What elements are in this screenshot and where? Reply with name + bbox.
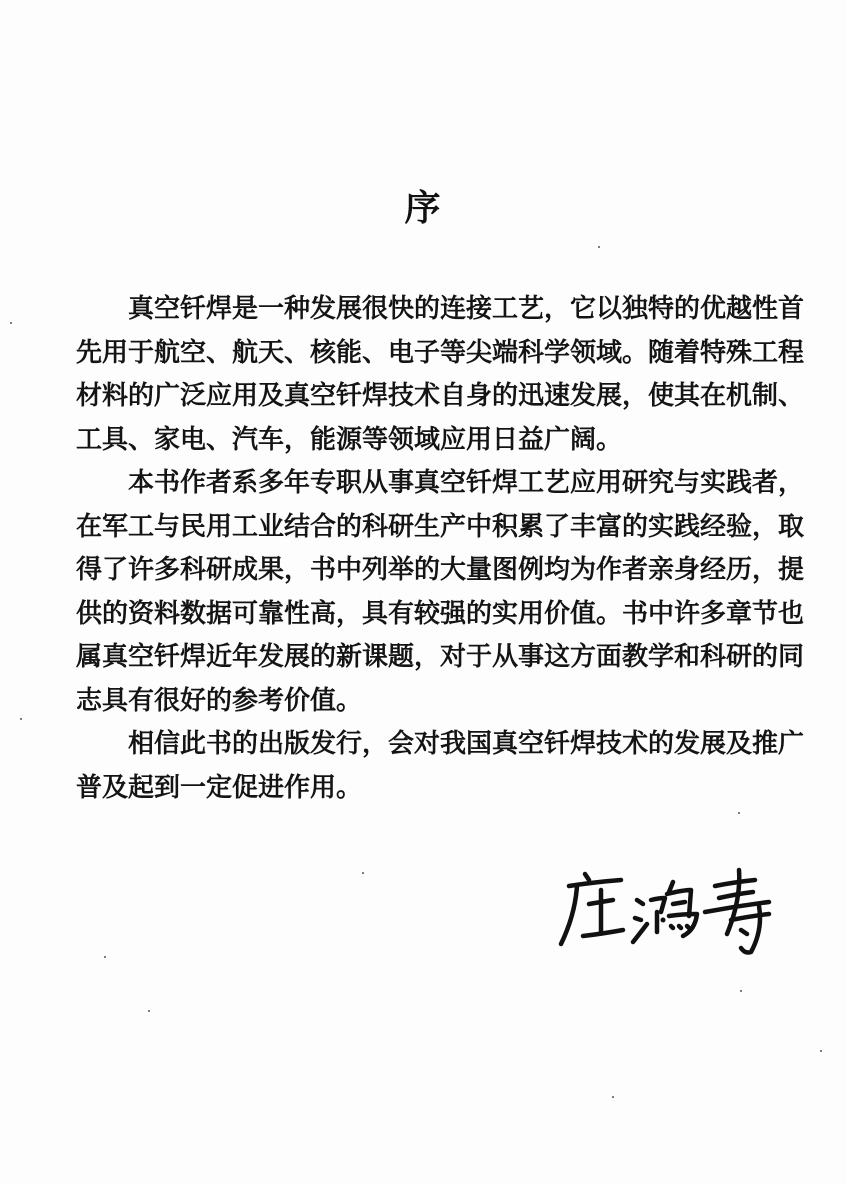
scan-speck: [104, 956, 106, 958]
scan-speck: [612, 1096, 614, 1098]
paragraph-2: 本书作者系多年专职从事真空钎焊工艺应用研究与实践者，在军工与民用工业结合的科研生产中积累了丰富的实践经验，取得了许多科研成果，书中列举的大量图例均为作者亲身经历，提供的资料数据可靠性高，具有较强的实用价值。书中许多章节也属真空钎焊近年发展的新课题，对于从事这方面教学和科研的同志具有很好的参考价值。: [76, 468, 805, 716]
scan-speck: [148, 1010, 150, 1012]
scan-speck: [738, 812, 740, 814]
page-title: 序: [404, 187, 443, 229]
paragraph-1: 真空钎焊是一种发展很快的连接工艺，它以独特的优越性首先用于航空、航天、核能、电子等尖端科学领域。随着特殊工程材料的广泛应用及真空钎焊技术自身的迅速发展，使其在机制、工具、家电、汽车，能源等领域应用日益广阔。: [76, 294, 805, 455]
paragraph-3: 相信此书的出版发行，会对我国真空钎焊技术的发展及推广普及起到一定促进作用。: [76, 729, 805, 803]
scan-speck: [362, 872, 364, 874]
handwritten-signature: [555, 860, 785, 960]
scan-speck: [598, 246, 600, 248]
preface-body: [76, 288, 804, 810]
scan-speck: [10, 322, 12, 324]
scan-speck: [740, 990, 742, 992]
scan-speck: [820, 1050, 822, 1052]
scan-speck: [20, 718, 22, 720]
